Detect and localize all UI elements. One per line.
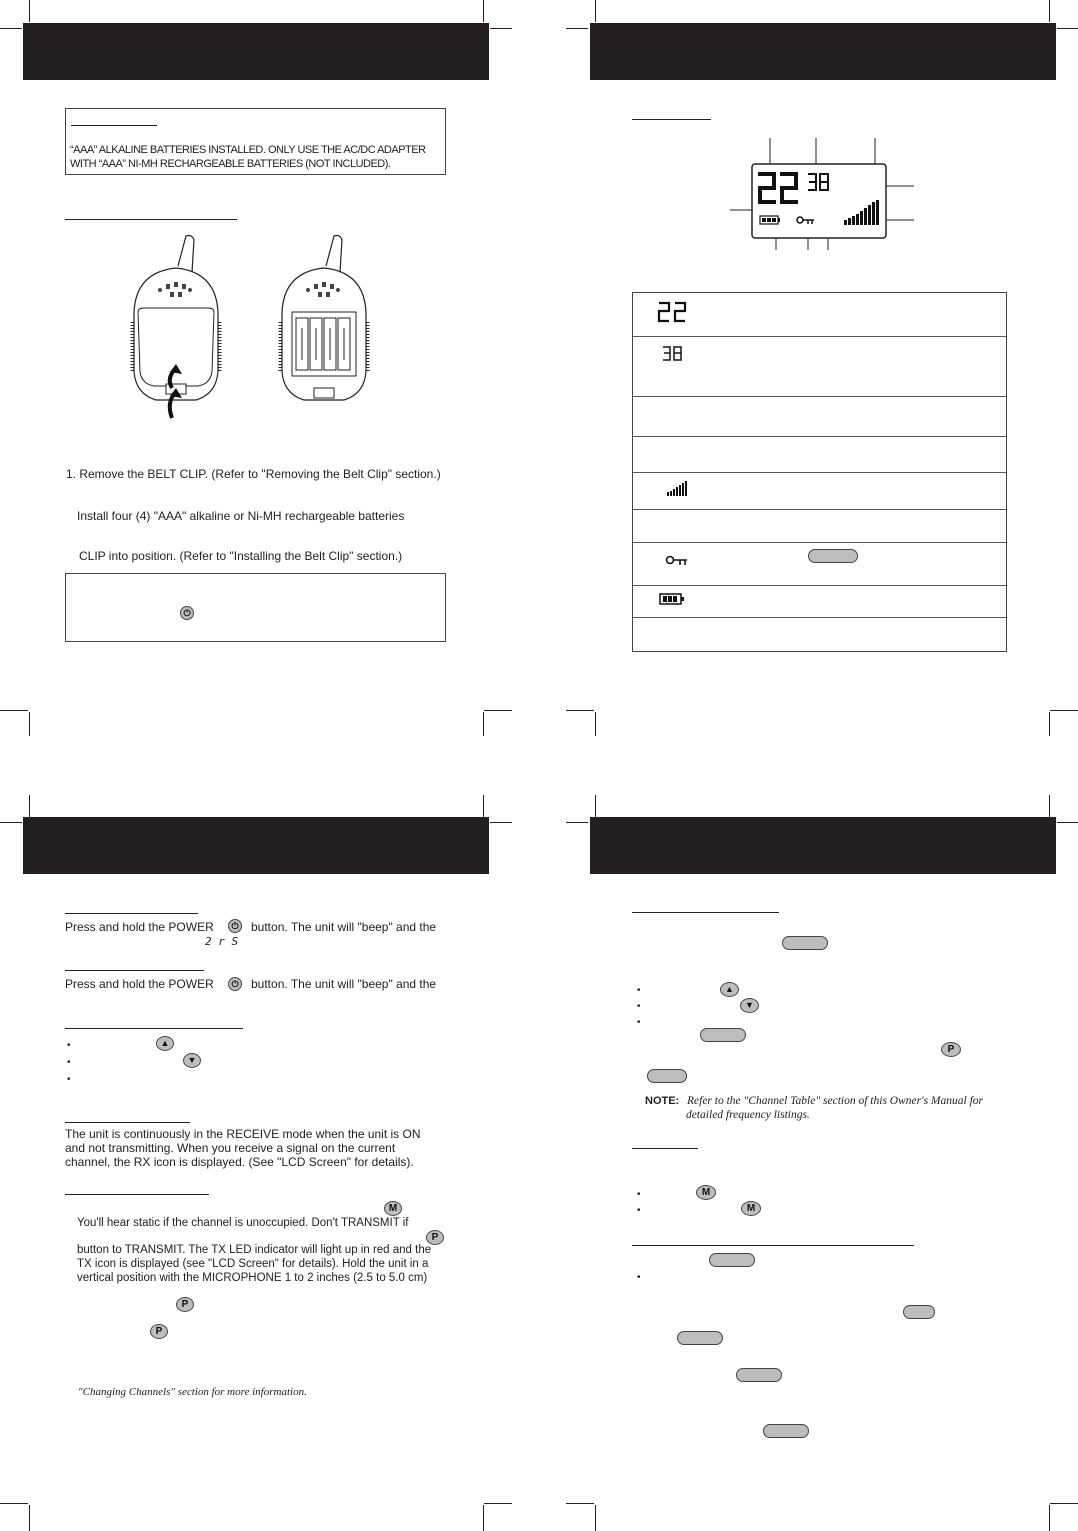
note-label: NOTE:	[645, 1095, 680, 1107]
power-on-heading-underline	[65, 913, 198, 914]
page-header-bottom-right	[590, 817, 1056, 874]
power-button-icon: ⏻	[228, 919, 242, 933]
up-button-icon: ▲	[720, 982, 739, 997]
down-button-icon: ▼	[183, 1053, 201, 1068]
battery-notice-line1: “AAA” ALKALINE BATTERIES INSTALLED. ONLY USE THE AC/DC ADAPTER	[70, 144, 426, 156]
key-lock-icon	[665, 555, 689, 567]
power-note-box	[65, 573, 446, 642]
mode-button-icon	[736, 1368, 782, 1382]
bullet: •	[637, 1189, 641, 1200]
bullet: •	[67, 1057, 71, 1068]
transmit-line1: You'll hear static if the channel is unoccupied. Don't TRANSMIT if	[77, 1217, 409, 1229]
lcd-screen-diagram	[730, 138, 920, 252]
mode-button-icon	[677, 1331, 723, 1345]
power-button-icon: ⏻	[228, 977, 242, 991]
power-off-text: Press and hold the POWER	[65, 977, 214, 991]
install-step-3: CLIP into position. (Refer to "Installing the Belt Clip" section.)	[79, 549, 403, 563]
signal-strength-icon	[667, 481, 691, 497]
mode-button-icon	[709, 1253, 755, 1267]
channel-heading-underline	[632, 912, 779, 913]
install-step-2: Install four (4) "AAA" alkaline or Ni-MH rechargeable batteries	[77, 509, 405, 523]
bullet: •	[637, 1272, 641, 1283]
battery-notice-box	[65, 108, 446, 175]
install-step-1: 1. Remove the BELT CLIP. (Refer to "Removing the Belt Clip" section.)	[66, 467, 441, 481]
power-on-text: Press and hold the POWER	[65, 920, 214, 934]
page-header-top-right	[590, 23, 1056, 80]
power-on-display-readout: 2 r S	[205, 935, 239, 948]
receive-paragraph-line1: The unit is continuously in the RECEIVE mode when the unit is ON	[65, 1127, 421, 1141]
power-button-icon: ⏻	[180, 606, 194, 620]
volume-heading-underline	[65, 1028, 243, 1029]
lock-button-icon	[808, 549, 858, 563]
transmit-reference-note: "Changing Channels" section for more information.	[78, 1386, 307, 1398]
power-off-heading-underline	[65, 970, 204, 971]
channel-digits-icon	[657, 301, 689, 323]
page-header-top-left	[23, 23, 489, 80]
bullet: •	[67, 1074, 71, 1085]
device-battery-compartment-illustration	[274, 232, 374, 412]
bullet: •	[67, 1040, 71, 1051]
p-button-icon: P	[426, 1230, 444, 1245]
receive-heading-underline	[65, 1122, 190, 1123]
receive-paragraph-line2: and not transmitting. When you receive a signal on the current	[65, 1141, 396, 1155]
power-on-text-tail: button. The unit will "beep" and the	[251, 920, 437, 934]
code-digits-icon	[661, 345, 685, 363]
mode-button-icon	[763, 1424, 809, 1438]
p-button-icon: P	[150, 1324, 168, 1339]
down-button-icon: ▼	[740, 998, 759, 1013]
m-button-icon: M	[696, 1185, 716, 1200]
mode-button-icon	[903, 1305, 935, 1319]
lcd-icon-table	[632, 292, 1007, 652]
transmit-line4: vertical position with the MICROPHONE 1 to 2 inches (2.5 to 5.0 cm)	[77, 1272, 428, 1284]
receive-paragraph-line3: channel, the RX icon is displayed. (See "LCD Screen" for details).	[65, 1155, 414, 1169]
mode-button-icon	[700, 1028, 746, 1042]
power-off-text-tail: button. The unit will "beep" and the	[251, 977, 437, 991]
transmit-heading-underline	[65, 1194, 209, 1195]
bullet: •	[637, 985, 641, 996]
call-tone-heading-underline	[632, 1245, 914, 1246]
up-button-icon: ▲	[156, 1036, 174, 1051]
lcd-section-underline	[632, 119, 711, 120]
battery-level-icon	[659, 593, 685, 605]
mode-button-icon	[647, 1069, 687, 1083]
bullet: •	[637, 1001, 641, 1012]
m-button-icon: M	[384, 1201, 402, 1216]
bullet: •	[637, 1017, 641, 1028]
note-line2: detailed frequency listings.	[686, 1109, 810, 1121]
battery-notice-line2: WITH “AAA” NI-MH RECHARGEABLE BATTERIES (NOT INCLUDED).	[70, 158, 391, 170]
page-header-bottom-left	[23, 817, 489, 874]
p-button-icon: P	[941, 1042, 961, 1057]
transmit-line3: TX icon is displayed (see "LCD Screen" for details). Hold the unit in a	[77, 1258, 429, 1270]
note-line1: Refer to the "Channel Table" section of this Owner's Manual for	[687, 1095, 983, 1107]
device-back-cover-illustration	[126, 232, 226, 422]
mode-button-icon	[782, 936, 828, 950]
section-heading-underline	[65, 219, 237, 220]
p-button-icon: P	[176, 1297, 194, 1312]
transmit-line2: button to TRANSMIT. The TX LED indicator will light up in red and the	[77, 1244, 432, 1256]
m-button-icon: M	[741, 1201, 761, 1216]
bullet: •	[637, 1205, 641, 1216]
monitor-heading-underline	[632, 1148, 698, 1149]
